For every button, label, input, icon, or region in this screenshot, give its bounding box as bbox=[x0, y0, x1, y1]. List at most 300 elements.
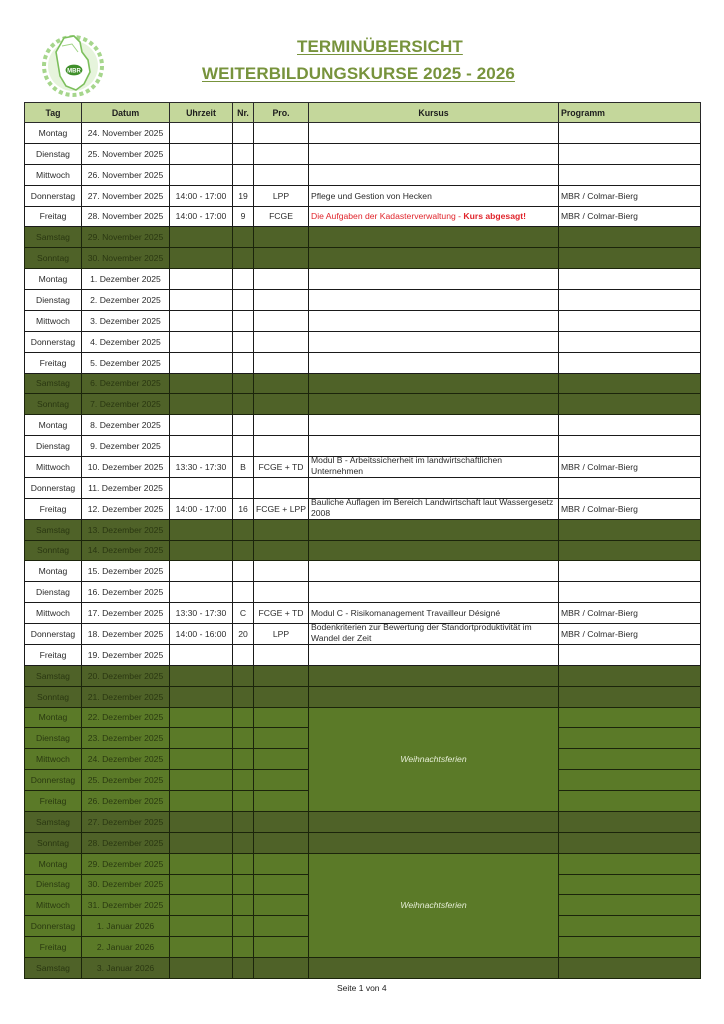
cell-tag bbox=[25, 352, 82, 373]
pro-text: FCGE + TD bbox=[258, 608, 304, 619]
cell-uhrzeit bbox=[170, 123, 233, 144]
table-row bbox=[25, 373, 701, 394]
cell-tag bbox=[25, 457, 82, 478]
cell-pro bbox=[254, 665, 309, 686]
cell-uhrzeit bbox=[170, 540, 233, 561]
cell-datum bbox=[82, 582, 170, 603]
cell-tag bbox=[25, 644, 82, 665]
pro-text: FCGE + TD bbox=[258, 461, 304, 472]
cell-programm bbox=[559, 540, 701, 561]
cell-programm bbox=[559, 248, 701, 269]
cell-uhrzeit bbox=[170, 394, 233, 415]
cell-uhrzeit bbox=[170, 665, 233, 686]
tag-text: Sonntag bbox=[36, 399, 70, 410]
tag-text: Montag bbox=[38, 420, 68, 431]
cell-nr bbox=[233, 916, 254, 937]
cell-uhrzeit bbox=[170, 644, 233, 665]
cell-uhrzeit bbox=[170, 206, 233, 227]
column-header-kursus: Kursus bbox=[309, 103, 559, 123]
table-row bbox=[25, 269, 701, 290]
cell-uhrzeit bbox=[170, 269, 233, 290]
cell-nr bbox=[233, 185, 254, 206]
cell-nr bbox=[233, 123, 254, 144]
cell-nr bbox=[233, 373, 254, 394]
tag-text: Dienstag bbox=[36, 733, 70, 744]
cell-programm bbox=[559, 916, 701, 937]
datum-text: 10. Dezember 2025 bbox=[87, 461, 164, 472]
cell-datum bbox=[82, 916, 170, 937]
cell-programm bbox=[559, 123, 701, 144]
uhrzeit-text: 13:30 - 17:30 bbox=[175, 461, 227, 472]
datum-text: 13. Dezember 2025 bbox=[87, 524, 164, 535]
cell-pro bbox=[254, 540, 309, 561]
uhrzeit-text: 14:00 - 17:00 bbox=[175, 503, 227, 514]
cell-tag bbox=[25, 603, 82, 624]
column-header-datum: Datum bbox=[82, 103, 170, 123]
tag-text: Montag bbox=[38, 712, 68, 723]
cell-tag bbox=[25, 958, 82, 979]
cell-uhrzeit bbox=[170, 143, 233, 164]
tag-text: Montag bbox=[38, 858, 68, 869]
cell-tag bbox=[25, 749, 82, 770]
cell-tag bbox=[25, 477, 82, 498]
table-row bbox=[25, 227, 701, 248]
cell-kursus bbox=[309, 415, 559, 436]
cell-uhrzeit bbox=[170, 436, 233, 457]
programm-text: MBR / Colmar-Bierg bbox=[561, 628, 638, 639]
tag-text: Mittwoch bbox=[36, 900, 70, 911]
cell-tag bbox=[25, 707, 82, 728]
cell-datum bbox=[82, 832, 170, 853]
cell-tag bbox=[25, 791, 82, 812]
table-row bbox=[25, 436, 701, 457]
cell-datum bbox=[82, 540, 170, 561]
datum-text: 2. Januar 2026 bbox=[96, 942, 155, 953]
cell-pro bbox=[254, 832, 309, 853]
datum-text: 16. Dezember 2025 bbox=[87, 587, 164, 598]
datum-text: 12. Dezember 2025 bbox=[87, 503, 164, 514]
table-row bbox=[25, 310, 701, 331]
cell-datum bbox=[82, 227, 170, 248]
cell-programm bbox=[559, 227, 701, 248]
table-row bbox=[25, 561, 701, 582]
kursus-text: Modul C - Risikomanagement Travailleur Désigné bbox=[311, 608, 501, 619]
cell-nr bbox=[233, 206, 254, 227]
tag-text: Sonntag bbox=[36, 253, 70, 264]
tag-text: Dienstag bbox=[36, 879, 70, 890]
cell-tag bbox=[25, 436, 82, 457]
cell-nr bbox=[233, 498, 254, 519]
cell-nr bbox=[233, 540, 254, 561]
uhrzeit-text: 13:30 - 17:30 bbox=[175, 608, 227, 619]
cell-uhrzeit bbox=[170, 331, 233, 352]
cell-uhrzeit bbox=[170, 519, 233, 540]
datum-text: 28. Dezember 2025 bbox=[87, 837, 164, 848]
table-row bbox=[25, 352, 701, 373]
nr-text: B bbox=[240, 461, 246, 472]
cell-datum bbox=[82, 394, 170, 415]
column-header-nr: Nr. bbox=[233, 103, 254, 123]
cell-tag bbox=[25, 227, 82, 248]
cell-tag bbox=[25, 373, 82, 394]
cell-datum bbox=[82, 143, 170, 164]
datum-text: 17. Dezember 2025 bbox=[87, 608, 164, 619]
uhrzeit-text: 14:00 - 17:00 bbox=[175, 190, 227, 201]
cell-datum bbox=[82, 331, 170, 352]
cell-nr bbox=[233, 519, 254, 540]
programm-text: MBR / Colmar-Bierg bbox=[561, 190, 638, 201]
cell-kursus bbox=[309, 331, 559, 352]
tag-text: Dienstag bbox=[36, 441, 70, 452]
cell-kursus bbox=[309, 686, 559, 707]
cell-tag bbox=[25, 310, 82, 331]
cell-kursus bbox=[309, 373, 559, 394]
cell-programm bbox=[559, 644, 701, 665]
cell-datum bbox=[82, 164, 170, 185]
nr-text: 19 bbox=[238, 190, 248, 201]
cell-nr bbox=[233, 624, 254, 645]
datum-text: 14. Dezember 2025 bbox=[87, 545, 164, 556]
tag-text: Samstag bbox=[36, 816, 70, 827]
cell-tag bbox=[25, 832, 82, 853]
cell-pro bbox=[254, 457, 309, 478]
tag-text: Sonntag bbox=[36, 545, 70, 556]
cell-tag bbox=[25, 811, 82, 832]
cell-programm bbox=[559, 895, 701, 916]
datum-text: 3. Januar 2026 bbox=[96, 962, 155, 973]
cell-programm bbox=[559, 415, 701, 436]
cell-programm bbox=[559, 373, 701, 394]
tag-text: Sonntag bbox=[36, 837, 70, 848]
cell-pro bbox=[254, 185, 309, 206]
cell-datum bbox=[82, 290, 170, 311]
holiday-label: Weihnachtsferien bbox=[400, 900, 467, 911]
cell-datum bbox=[82, 791, 170, 812]
cell-datum bbox=[82, 477, 170, 498]
cell-kursus bbox=[309, 227, 559, 248]
cell-uhrzeit bbox=[170, 164, 233, 185]
cell-kursus bbox=[309, 540, 559, 561]
cell-datum bbox=[82, 811, 170, 832]
cell-kursus bbox=[309, 352, 559, 373]
schedule-table bbox=[24, 102, 701, 979]
cell-uhrzeit bbox=[170, 832, 233, 853]
cell-nr bbox=[233, 686, 254, 707]
cell-tag bbox=[25, 561, 82, 582]
organization-logo bbox=[36, 32, 110, 98]
cell-nr bbox=[233, 728, 254, 749]
nr-text: 20 bbox=[238, 628, 248, 639]
cell-nr bbox=[233, 310, 254, 331]
cell-tag bbox=[25, 290, 82, 311]
uhrzeit-text: 14:00 - 16:00 bbox=[175, 628, 227, 639]
holiday-merged-cell bbox=[309, 853, 559, 957]
cell-uhrzeit bbox=[170, 937, 233, 958]
cell-datum bbox=[82, 686, 170, 707]
kursus-text: Die Aufgaben der Kadasterverwaltung - bbox=[311, 211, 464, 222]
datum-text: 9. Dezember 2025 bbox=[90, 441, 161, 452]
cell-nr bbox=[233, 331, 254, 352]
tag-text: Freitag bbox=[39, 942, 67, 953]
tag-text: Freitag bbox=[39, 503, 67, 514]
cell-tag bbox=[25, 498, 82, 519]
cell-uhrzeit bbox=[170, 916, 233, 937]
cell-nr bbox=[233, 707, 254, 728]
cell-datum bbox=[82, 707, 170, 728]
programm-text: MBR / Colmar-Bierg bbox=[561, 461, 638, 472]
cell-uhrzeit bbox=[170, 373, 233, 394]
cell-datum bbox=[82, 206, 170, 227]
cell-nr bbox=[233, 665, 254, 686]
cell-pro bbox=[254, 749, 309, 770]
cell-datum bbox=[82, 457, 170, 478]
cell-pro bbox=[254, 561, 309, 582]
tag-text: Donnerstag bbox=[30, 336, 76, 347]
cell-programm bbox=[559, 310, 701, 331]
cell-nr bbox=[233, 436, 254, 457]
cell-nr bbox=[233, 561, 254, 582]
cell-programm bbox=[559, 477, 701, 498]
cell-nr bbox=[233, 248, 254, 269]
cell-uhrzeit bbox=[170, 749, 233, 770]
cell-pro bbox=[254, 248, 309, 269]
cell-nr bbox=[233, 415, 254, 436]
programm-text: MBR / Colmar-Bierg bbox=[561, 211, 638, 222]
table-row bbox=[25, 143, 701, 164]
datum-text: 6. Dezember 2025 bbox=[90, 378, 161, 389]
cell-nr bbox=[233, 811, 254, 832]
tag-text: Freitag bbox=[39, 795, 67, 806]
datum-text: 3. Dezember 2025 bbox=[90, 315, 161, 326]
cell-kursus bbox=[309, 561, 559, 582]
datum-text: 15. Dezember 2025 bbox=[87, 566, 164, 577]
cell-programm bbox=[559, 853, 701, 874]
cell-pro bbox=[254, 498, 309, 519]
cell-nr bbox=[233, 477, 254, 498]
page-number: Seite 1 von 4 bbox=[337, 983, 387, 993]
tag-text: Mittwoch bbox=[36, 315, 70, 326]
datum-text: 21. Dezember 2025 bbox=[87, 691, 164, 702]
datum-text: 20. Dezember 2025 bbox=[87, 670, 164, 681]
cell-programm bbox=[559, 791, 701, 812]
cell-pro bbox=[254, 811, 309, 832]
cell-programm bbox=[559, 352, 701, 373]
cell-kursus bbox=[309, 644, 559, 665]
table-row bbox=[25, 624, 701, 645]
table-row bbox=[25, 832, 701, 853]
cell-pro bbox=[254, 937, 309, 958]
datum-text: 27. Dezember 2025 bbox=[87, 816, 164, 827]
page-title: TERMINÜBERSICHT bbox=[297, 37, 463, 56]
datum-text: 25. Dezember 2025 bbox=[87, 775, 164, 786]
cell-tag bbox=[25, 665, 82, 686]
cell-programm bbox=[559, 603, 701, 624]
tag-text: Donnerstag bbox=[30, 921, 76, 932]
cell-datum bbox=[82, 853, 170, 874]
cell-kursus bbox=[309, 665, 559, 686]
cell-programm bbox=[559, 519, 701, 540]
cell-uhrzeit bbox=[170, 352, 233, 373]
cell-datum bbox=[82, 519, 170, 540]
cell-tag bbox=[25, 895, 82, 916]
table-row bbox=[25, 415, 701, 436]
cell-nr bbox=[233, 895, 254, 916]
cell-tag bbox=[25, 206, 82, 227]
column-header-programm: Programm bbox=[559, 103, 701, 123]
cell-uhrzeit bbox=[170, 561, 233, 582]
cell-nr bbox=[233, 290, 254, 311]
table-row bbox=[25, 582, 701, 603]
tag-text: Freitag bbox=[39, 357, 67, 368]
cell-tag bbox=[25, 415, 82, 436]
datum-text: 1. Dezember 2025 bbox=[90, 274, 161, 285]
datum-text: 25. November 2025 bbox=[87, 148, 164, 159]
cell-programm bbox=[559, 290, 701, 311]
cell-programm bbox=[559, 665, 701, 686]
cell-programm bbox=[559, 582, 701, 603]
cell-programm bbox=[559, 164, 701, 185]
cell-programm bbox=[559, 707, 701, 728]
cell-tag bbox=[25, 269, 82, 290]
cell-uhrzeit bbox=[170, 582, 233, 603]
cell-nr bbox=[233, 457, 254, 478]
cell-tag bbox=[25, 540, 82, 561]
tag-text: Freitag bbox=[39, 211, 67, 222]
programm-text: MBR / Colmar-Bierg bbox=[561, 503, 638, 514]
cell-tag bbox=[25, 331, 82, 352]
cell-programm bbox=[559, 958, 701, 979]
datum-text: 26. November 2025 bbox=[87, 169, 164, 180]
cell-pro bbox=[254, 853, 309, 874]
datum-text: 26. Dezember 2025 bbox=[87, 795, 164, 806]
cell-programm bbox=[559, 770, 701, 791]
cell-programm bbox=[559, 498, 701, 519]
datum-text: 29. November 2025 bbox=[87, 232, 164, 243]
cell-datum bbox=[82, 123, 170, 144]
kursus-text: Bauliche Auflagen im Bereich Landwirtschaft laut Wassergesetz 2008 bbox=[311, 497, 554, 518]
cell-programm bbox=[559, 436, 701, 457]
cell-kursus bbox=[309, 185, 559, 206]
tag-text: Dienstag bbox=[36, 148, 70, 159]
uhrzeit-text: 14:00 - 17:00 bbox=[175, 211, 227, 222]
tag-text: Donnerstag bbox=[30, 190, 76, 201]
table-row bbox=[25, 477, 701, 498]
cell-tag bbox=[25, 728, 82, 749]
table-row bbox=[25, 123, 701, 144]
cell-programm bbox=[559, 143, 701, 164]
logo-text: MBR bbox=[67, 68, 81, 75]
table-row bbox=[25, 164, 701, 185]
column-header-pro: Pro. bbox=[254, 103, 309, 123]
cell-datum bbox=[82, 415, 170, 436]
cell-programm bbox=[559, 457, 701, 478]
cell-uhrzeit bbox=[170, 624, 233, 645]
table-row bbox=[25, 707, 701, 728]
cell-kursus bbox=[309, 436, 559, 457]
cell-datum bbox=[82, 561, 170, 582]
cell-nr bbox=[233, 164, 254, 185]
cell-pro bbox=[254, 373, 309, 394]
cell-nr bbox=[233, 937, 254, 958]
logo-emblem-icon bbox=[36, 32, 110, 98]
tag-text: Mittwoch bbox=[36, 461, 70, 472]
datum-text: 24. November 2025 bbox=[87, 127, 164, 138]
tag-text: Dienstag bbox=[36, 587, 70, 598]
cell-kursus bbox=[309, 457, 559, 478]
cell-nr bbox=[233, 269, 254, 290]
cell-tag bbox=[25, 394, 82, 415]
datum-text: 2. Dezember 2025 bbox=[90, 294, 161, 305]
cell-tag bbox=[25, 143, 82, 164]
tag-text: Donnerstag bbox=[30, 628, 76, 639]
cell-pro bbox=[254, 331, 309, 352]
cell-datum bbox=[82, 269, 170, 290]
tag-text: Donnerstag bbox=[30, 482, 76, 493]
column-header-tag: Tag bbox=[25, 103, 82, 123]
cell-kursus bbox=[309, 206, 559, 227]
pro-text: LPP bbox=[272, 628, 290, 639]
cell-pro bbox=[254, 728, 309, 749]
cell-uhrzeit bbox=[170, 853, 233, 874]
cell-pro bbox=[254, 624, 309, 645]
cell-datum bbox=[82, 644, 170, 665]
table-header-row bbox=[25, 103, 701, 123]
kursus-text: Pflege und Gestion von Hecken bbox=[311, 190, 432, 201]
cell-uhrzeit bbox=[170, 791, 233, 812]
cell-pro bbox=[254, 164, 309, 185]
datum-text: 5. Dezember 2025 bbox=[90, 357, 161, 368]
cell-pro bbox=[254, 415, 309, 436]
cell-programm bbox=[559, 561, 701, 582]
cell-pro bbox=[254, 290, 309, 311]
cell-tag bbox=[25, 874, 82, 895]
cell-nr bbox=[233, 582, 254, 603]
cell-programm bbox=[559, 206, 701, 227]
cell-programm bbox=[559, 331, 701, 352]
nr-text: C bbox=[239, 608, 247, 619]
datum-text: 11. Dezember 2025 bbox=[88, 482, 163, 493]
table-row bbox=[25, 331, 701, 352]
table-row bbox=[25, 248, 701, 269]
cell-uhrzeit bbox=[170, 290, 233, 311]
cell-nr bbox=[233, 791, 254, 812]
cell-programm bbox=[559, 749, 701, 770]
datum-text: 24. Dezember 2025 bbox=[87, 754, 164, 765]
cell-datum bbox=[82, 498, 170, 519]
tag-text: Mittwoch bbox=[36, 754, 70, 765]
cell-datum bbox=[82, 352, 170, 373]
pro-text: LPP bbox=[272, 190, 290, 201]
cell-tag bbox=[25, 185, 82, 206]
tag-text: Montag bbox=[38, 127, 68, 138]
cell-tag bbox=[25, 248, 82, 269]
holiday-label: Weihnachtsferien bbox=[400, 754, 467, 765]
cell-pro bbox=[254, 770, 309, 791]
cell-nr bbox=[233, 394, 254, 415]
table-row bbox=[25, 457, 701, 478]
cell-pro bbox=[254, 686, 309, 707]
cell-pro bbox=[254, 519, 309, 540]
cell-tag bbox=[25, 770, 82, 791]
cell-kursus bbox=[309, 477, 559, 498]
cell-datum bbox=[82, 185, 170, 206]
tag-text: Samstag bbox=[36, 378, 70, 389]
cell-programm bbox=[559, 624, 701, 645]
cell-uhrzeit bbox=[170, 958, 233, 979]
pro-text: FCGE + LPP bbox=[256, 503, 306, 514]
cell-kursus bbox=[309, 143, 559, 164]
cell-nr bbox=[233, 770, 254, 791]
